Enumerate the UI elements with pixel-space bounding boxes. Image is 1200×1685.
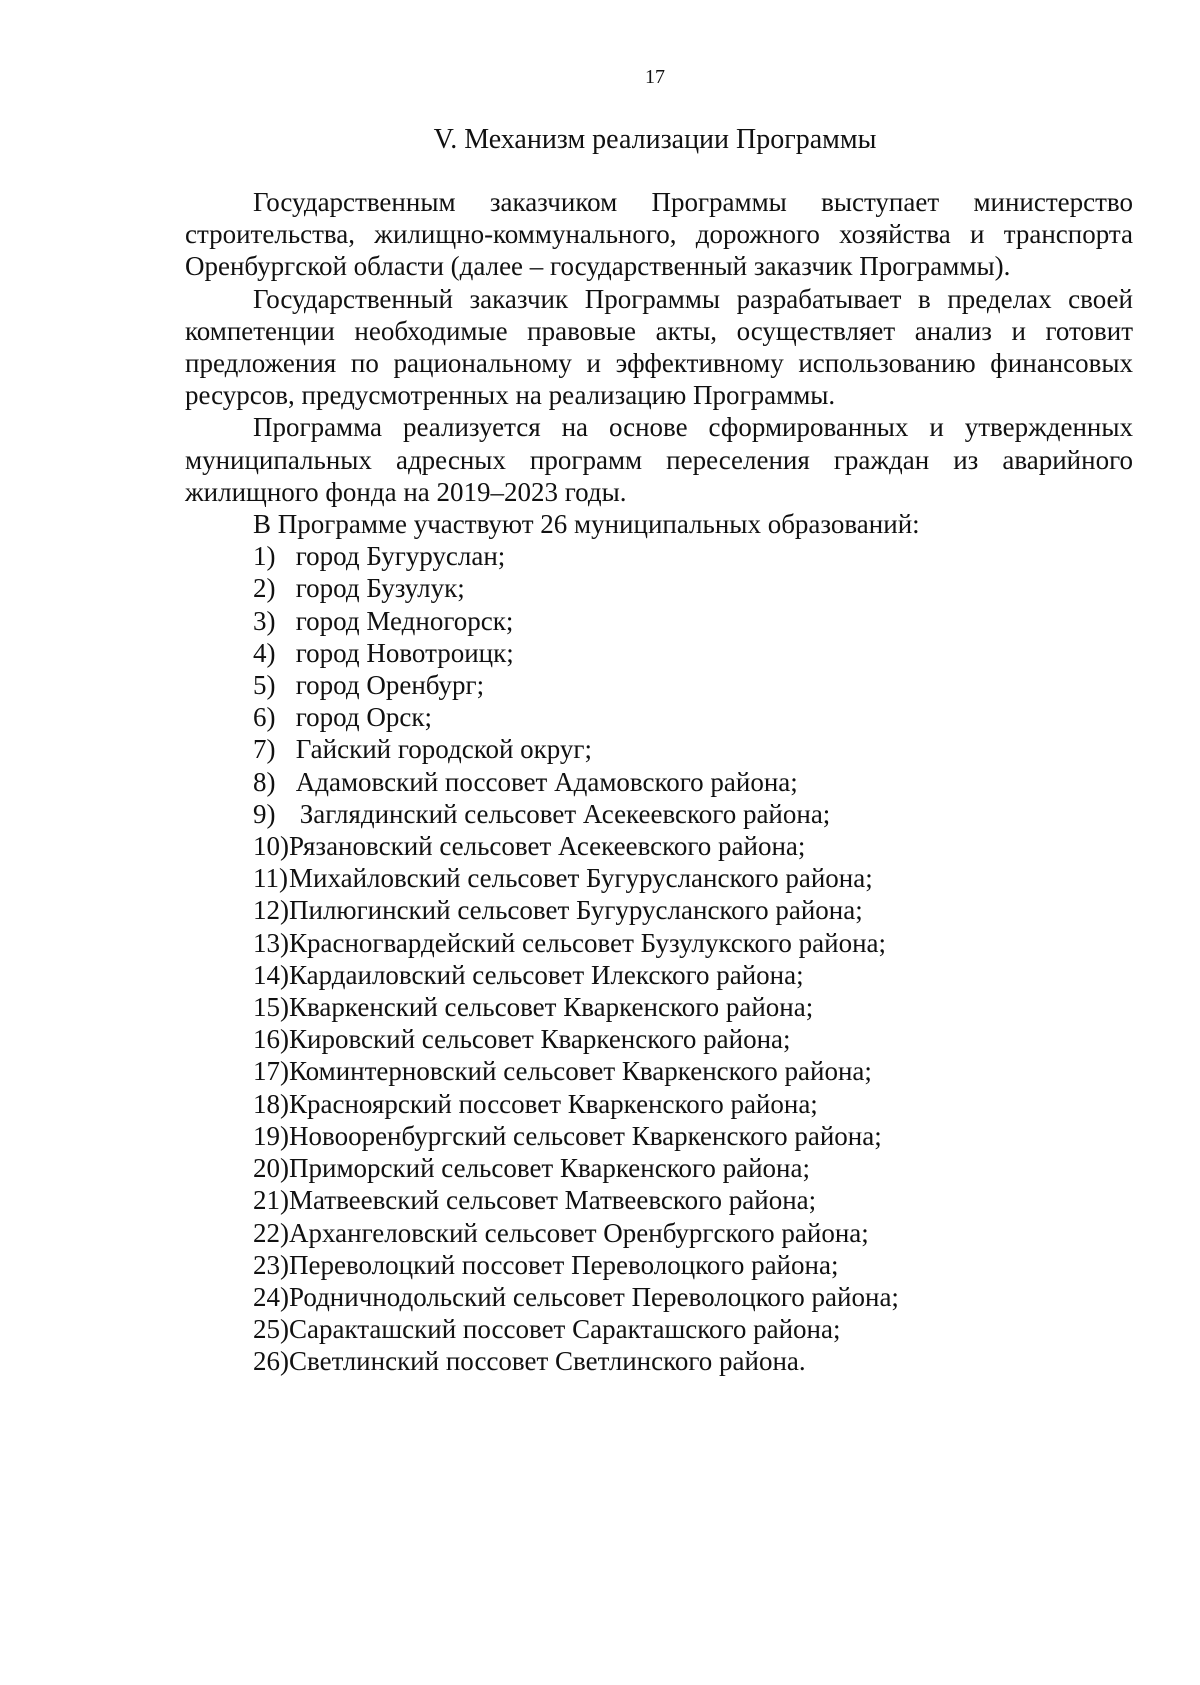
list-item-text: Пилюгинский сельсовет Бугурусланского района; — [289, 895, 863, 926]
list-item-text: Светлинский поссовет Светлинского района. — [289, 1346, 806, 1377]
list-item-text: Матвеевский сельсовет Матвеевского района; — [289, 1185, 817, 1216]
list-item-number: 22) — [253, 1217, 289, 1248]
list-item-text: Приморский сельсовет Кваркенского района; — [289, 1153, 810, 1184]
page-number: 17 — [645, 66, 665, 88]
list-item — [253, 1120, 1133, 1152]
list-item-number: 23) — [253, 1249, 289, 1280]
paragraph-program-basis: Программа реализуется на основе сформированных и утвержденных муниципальных адресных программ переселения граждан из аварийного жилищного фонда на 2019–2023 годы. — [185, 412, 1133, 507]
list-item-text: Новооренбургский сельсовет Кваркенского района; — [289, 1120, 882, 1151]
list-item-text: Михайловский сельсовет Бугурусланского района; — [289, 863, 873, 894]
list-item-number: 12) — [253, 895, 289, 926]
list-item-text: Кваркенский сельсовет Кваркенского района; — [289, 992, 814, 1023]
list-item — [253, 1217, 1133, 1249]
list-item-number: 6) — [253, 702, 276, 733]
list-item — [253, 959, 1133, 991]
list-item-number: 16) — [253, 1024, 289, 1055]
list-item-text: Заглядинский сельсовет Асекеевского района; — [299, 798, 831, 829]
list-item-number: 13) — [253, 927, 289, 958]
list-item-number: 19) — [253, 1120, 289, 1151]
list-item — [253, 1152, 1133, 1184]
paragraph-participants-intro: В Программе участвуют 26 муниципальных образований: — [253, 509, 920, 540]
list-item-text: Кировский сельсовет Кваркенского района; — [289, 1024, 791, 1055]
list-item-text: Адамовский поссовет Адамовского района; — [295, 766, 798, 797]
list-item-number: 1) — [253, 541, 276, 572]
list-item-number: 3) — [253, 605, 276, 636]
list-item — [253, 894, 1133, 926]
list-item — [253, 572, 1133, 604]
list-item — [253, 1023, 1133, 1055]
list-item-text: город Новотроицк; — [295, 637, 514, 668]
list-item — [253, 733, 1133, 765]
list-item — [253, 991, 1133, 1023]
list-item — [253, 1055, 1133, 1087]
list-item-number: 8) — [253, 766, 276, 797]
list-item — [253, 766, 1133, 798]
list-item-number: 21) — [253, 1185, 289, 1216]
list-item-number: 26) — [253, 1346, 289, 1377]
list-item — [253, 669, 1133, 701]
list-item-number: 9) — [253, 798, 276, 829]
list-item — [253, 1345, 1133, 1377]
list-item — [253, 1088, 1133, 1120]
list-item — [253, 830, 1133, 862]
list-item — [253, 862, 1133, 894]
list-item-text: Родничнодольский сельсовет Переволоцкого района; — [289, 1281, 899, 1312]
paragraph-customer-duties: Государственный заказчик Программы разрабатывает в пределах своей компетенции необходимые правовые акты, осуществляет анализ и готовит предложения по рациональному и эффективному использованию финансовых ресурсов, предусмотренных на реализацию Программы. — [185, 283, 1133, 411]
list-item-number: 20) — [253, 1153, 289, 1184]
list-item — [253, 1281, 1133, 1313]
list-item — [253, 605, 1133, 637]
list-item-text: Архангеловский сельсовет Оренбургского района; — [289, 1217, 869, 1248]
list-item-text: город Орск; — [295, 702, 432, 733]
list-item — [253, 798, 1133, 830]
list-item-number: 24) — [253, 1281, 289, 1312]
list-item-number: 7) — [253, 734, 276, 765]
list-item-number: 10) — [253, 831, 289, 862]
list-item-text: город Бугуруслан; — [295, 541, 506, 572]
list-item-number: 11) — [253, 863, 288, 894]
list-item-number: 2) — [253, 573, 276, 604]
list-item-text: город Оренбург; — [295, 670, 485, 701]
list-item-number: 25) — [253, 1314, 289, 1345]
list-item-number: 5) — [253, 670, 276, 701]
list-item-text: Кардаиловский сельсовет Илекского района; — [289, 959, 804, 990]
paragraph-state-customer: Государственным заказчиком Программы выступает министерство строительства, жилищно-коммунального, дорожного хозяйства и транспорта Оренбургской области (далее – государственный заказчик Программы). — [185, 187, 1133, 282]
list-item-number: 4) — [253, 637, 276, 668]
list-item-text: Гайский городской округ; — [295, 734, 592, 765]
list-item-text: Переволоцкий поссовет Переволоцкого района; — [289, 1249, 839, 1280]
list-item-number: 18) — [253, 1088, 289, 1119]
list-item-text: город Бузулук; — [295, 573, 465, 604]
section-title: V. Механизм реализации Программы — [433, 124, 877, 155]
list-item — [253, 1249, 1133, 1281]
document-body — [185, 186, 1133, 1378]
list-item — [253, 637, 1133, 669]
list-item-text: город Медногорск; — [295, 605, 514, 636]
list-item-text: Рязановский сельсовет Асекеевского района; — [289, 831, 806, 862]
list-item — [253, 540, 1133, 572]
list-item-number: 15) — [253, 992, 289, 1023]
list-item-text: Красногвардейский сельсовет Бузулукского района; — [289, 927, 887, 958]
list-item — [253, 1313, 1133, 1345]
list-item — [253, 927, 1133, 959]
list-item-text: Коминтерновский сельсовет Кваркенского района; — [289, 1056, 872, 1087]
list-item — [253, 1184, 1133, 1216]
list-item-text: Красноярский поссовет Кваркенского района; — [289, 1088, 818, 1119]
list-item-text: Саракташский поссовет Саракташского района; — [289, 1314, 841, 1345]
list-item-number: 14) — [253, 959, 289, 990]
municipalities-list — [185, 540, 1133, 1377]
list-item-number: 17) — [253, 1056, 289, 1087]
list-item — [253, 701, 1133, 733]
